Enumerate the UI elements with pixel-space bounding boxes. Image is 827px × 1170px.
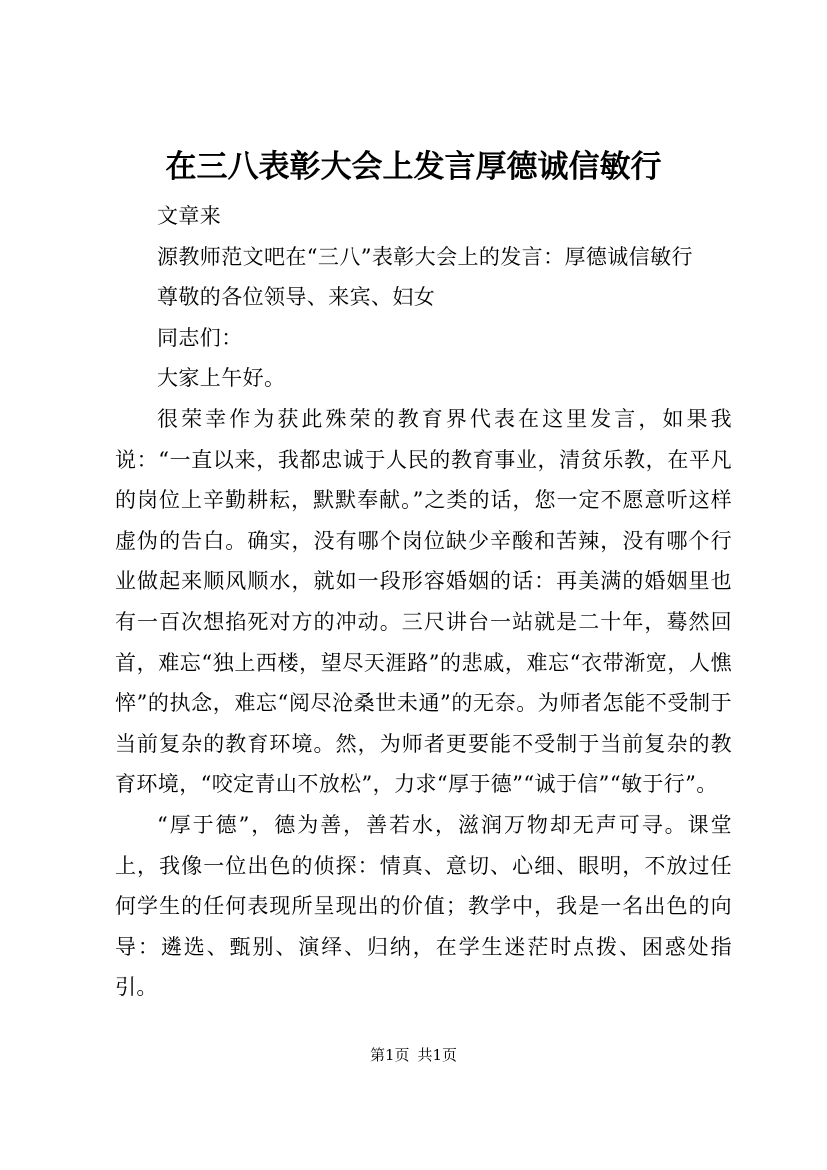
paragraph: 尊敬的各位领导、来宾、妇女 <box>157 285 436 310</box>
paragraph: “厚于德”，德为善，善若水，滋润万物却无声可寻。课堂上，我像一位出色的侦探：情真、意切、心细、眼明，不放过任何学生的任何表现所呈现出的价值；教学中，我是一名出色的向导：遴选、甄别、演绎、归纳，在学生迷茫时点拨、困惑处指引。 <box>115 812 732 1000</box>
paragraph: 文章来 <box>157 204 222 228</box>
document-body <box>115 196 732 1008</box>
page-footer <box>0 1045 827 1065</box>
paragraph: 很荣幸作为获此殊荣的教育界代表在这里发言，如果我说：“一直以来，我都忠诚于人民的教育事业，清贫乐教，在平凡的岗位上辛勤耕耘，默默奉献。”之类的话，您一定不愿意听这样虚伪的告白。确实，没有哪个岗位缺少辛酸和苦辣，没有哪个行业做起来顺风顺水，就如一段形容婚姻的话：再美满的婚姻里也有一百次想掐死对方的冲动。三尺讲台一站就是二十年，蓦然回首，难忘“独上西楼，望尽天涯路”的悲戚，难忘“衣带渐宽，人憔悴”的执念，难忘“阅尽沧桑世未通”的无奈。为师者怎能不受制于当前复杂的教育环境。然，为师者更要能不受制于当前复杂的教育环境，“咬定青山不放松”，力求“厚于德”“诚于信”“敏于行”。 <box>115 406 732 797</box>
paragraph: 同志们： <box>157 325 243 350</box>
page-number: 第1页 <box>369 1046 410 1064</box>
paragraph: 大家上午好。 <box>157 366 286 391</box>
document-title: 在三八表彰大会上发言厚德诚信敏行 <box>165 149 662 185</box>
page-total: 共1页 <box>417 1046 458 1064</box>
paragraph: 源教师范文吧在“三八”表彰大会上的发言：厚德诚信敏行 <box>157 244 693 269</box>
